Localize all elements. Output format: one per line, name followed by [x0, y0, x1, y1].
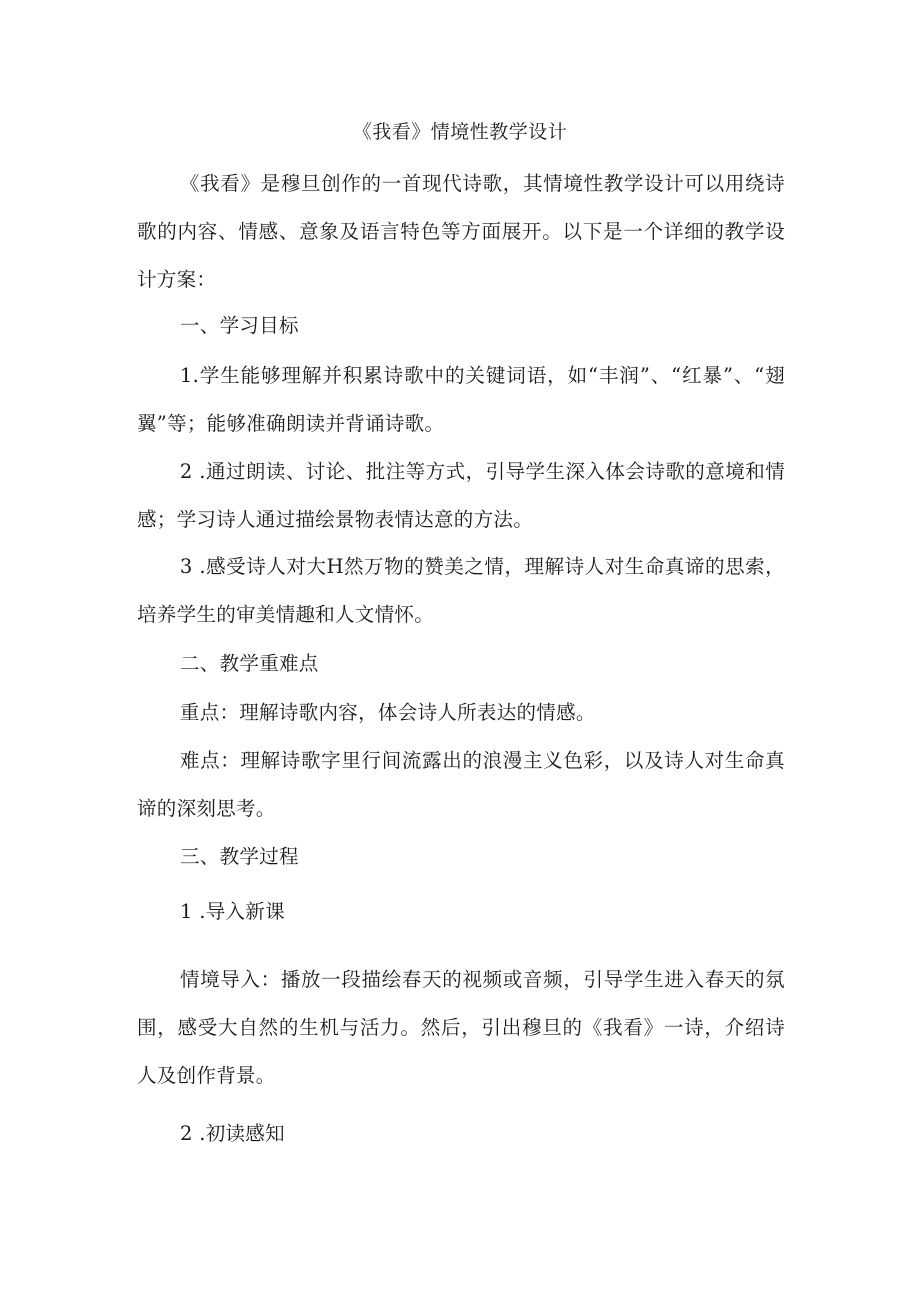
step-heading-1: 1 .导入新课: [180, 900, 285, 923]
key-point-paragraph: 重点：理解诗歌内容，体会诗人所表达的情感。: [179, 701, 596, 724]
difficulty-paragraph: 难点：理解诗歌字里行间流露出的浪漫主义色彩，以及诗人对生命真谛的深刻思考。: [137, 749, 785, 820]
step-1-body: 情境导入：播放一段描绘春天的视频或音频，引导学生进入春天的氛围，感受大自然的生机与活力。然后，引出穆旦的《我看》一诗，介绍诗人及创作背景。: [137, 968, 785, 1087]
step-heading-2: 2 .初读感知: [180, 1122, 285, 1145]
section-heading-goals: 一、学习目标: [180, 314, 299, 337]
goal-item-1: 1.学生能够理解并积累诗歌中的关键词语，如“丰润”、“红暴”、“翅翼”等；能够准确朗读并背诵诗歌。: [137, 364, 785, 435]
goal-item-3: 3 .感受诗人对大H然万物的赞美之情，理解诗人对生命真谛的思索，培养学生的审美情趣和人文情怀。: [137, 555, 785, 626]
section-heading-key-points: 二、教学重难点: [180, 652, 319, 675]
goal-item-2: 2 .通过朗读、讨论、批注等方式，引导学生深入体会诗歌的意境和情感；学习诗人通过描绘景物表情达意的方法。: [137, 460, 785, 531]
document-title: 《我看》情境性教学设计: [352, 121, 568, 143]
section-heading-process: 三、教学过程: [180, 845, 299, 868]
intro-paragraph: 《我看》是穆旦创作的一首现代诗歌，其情境性教学设计可以用绕诗歌的内容、情感、意象及语言特色等方面展开。以下是一个详细的教学设计方案：: [137, 172, 785, 291]
